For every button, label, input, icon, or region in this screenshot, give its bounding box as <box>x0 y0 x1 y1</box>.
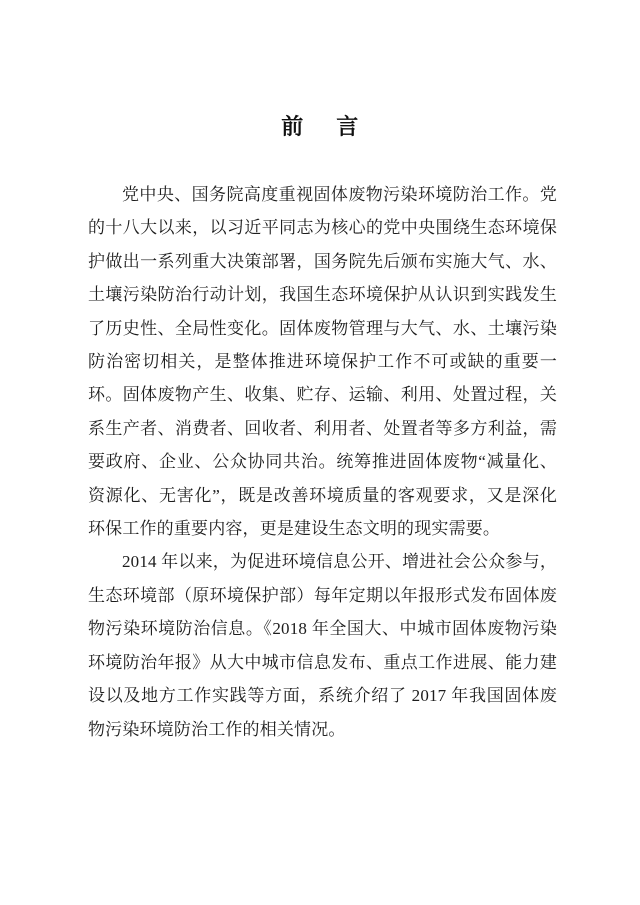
paragraph-1: 党中央、国务院高度重视固体废物污染环境防治工作。党的十八大以来，以习近平同志为核心的党中央围绕生态环境保护做出一系列重大决策部署，国务院先后颁布实施大气、水、土壤污染防治行动计划，我国生态环境保护从认识到实践发生了历史性、全局性变化。固体废物管理与大气、水、土壤污染防治密切相关，是整体推进环境保护工作不可或缺的重要一环。固体废物产生、收集、贮存、运输、利用、处置过程，关系生产者、消费者、回收者、利用者、处置者等多方利益，需要政府、企业、公众协同共治。统筹推进固体废物“减量化、资源化、无害化”，既是改善环境质量的客观要求，又是深化环保工作的重要内容，更是建设生态文明的现实需要。 <box>88 185 557 539</box>
page-title: 前 言 <box>281 114 364 139</box>
paragraph-2: 2014 年以来，为促进环境信息公开、增进社会公众参与，生态环境部（原环境保护部）每年定期以年报形式发布固体废物污染环境防治信息。《2018 年全国大、中城市固体废物污染环境防治年报》从大中城市信息发布、重点工作进展、能力建设以及地方工作实践等方面，系统介绍了 2017 年我国固体废物污染环境防治工作的相关情况。 <box>88 552 557 739</box>
page-content <box>88 112 557 746</box>
